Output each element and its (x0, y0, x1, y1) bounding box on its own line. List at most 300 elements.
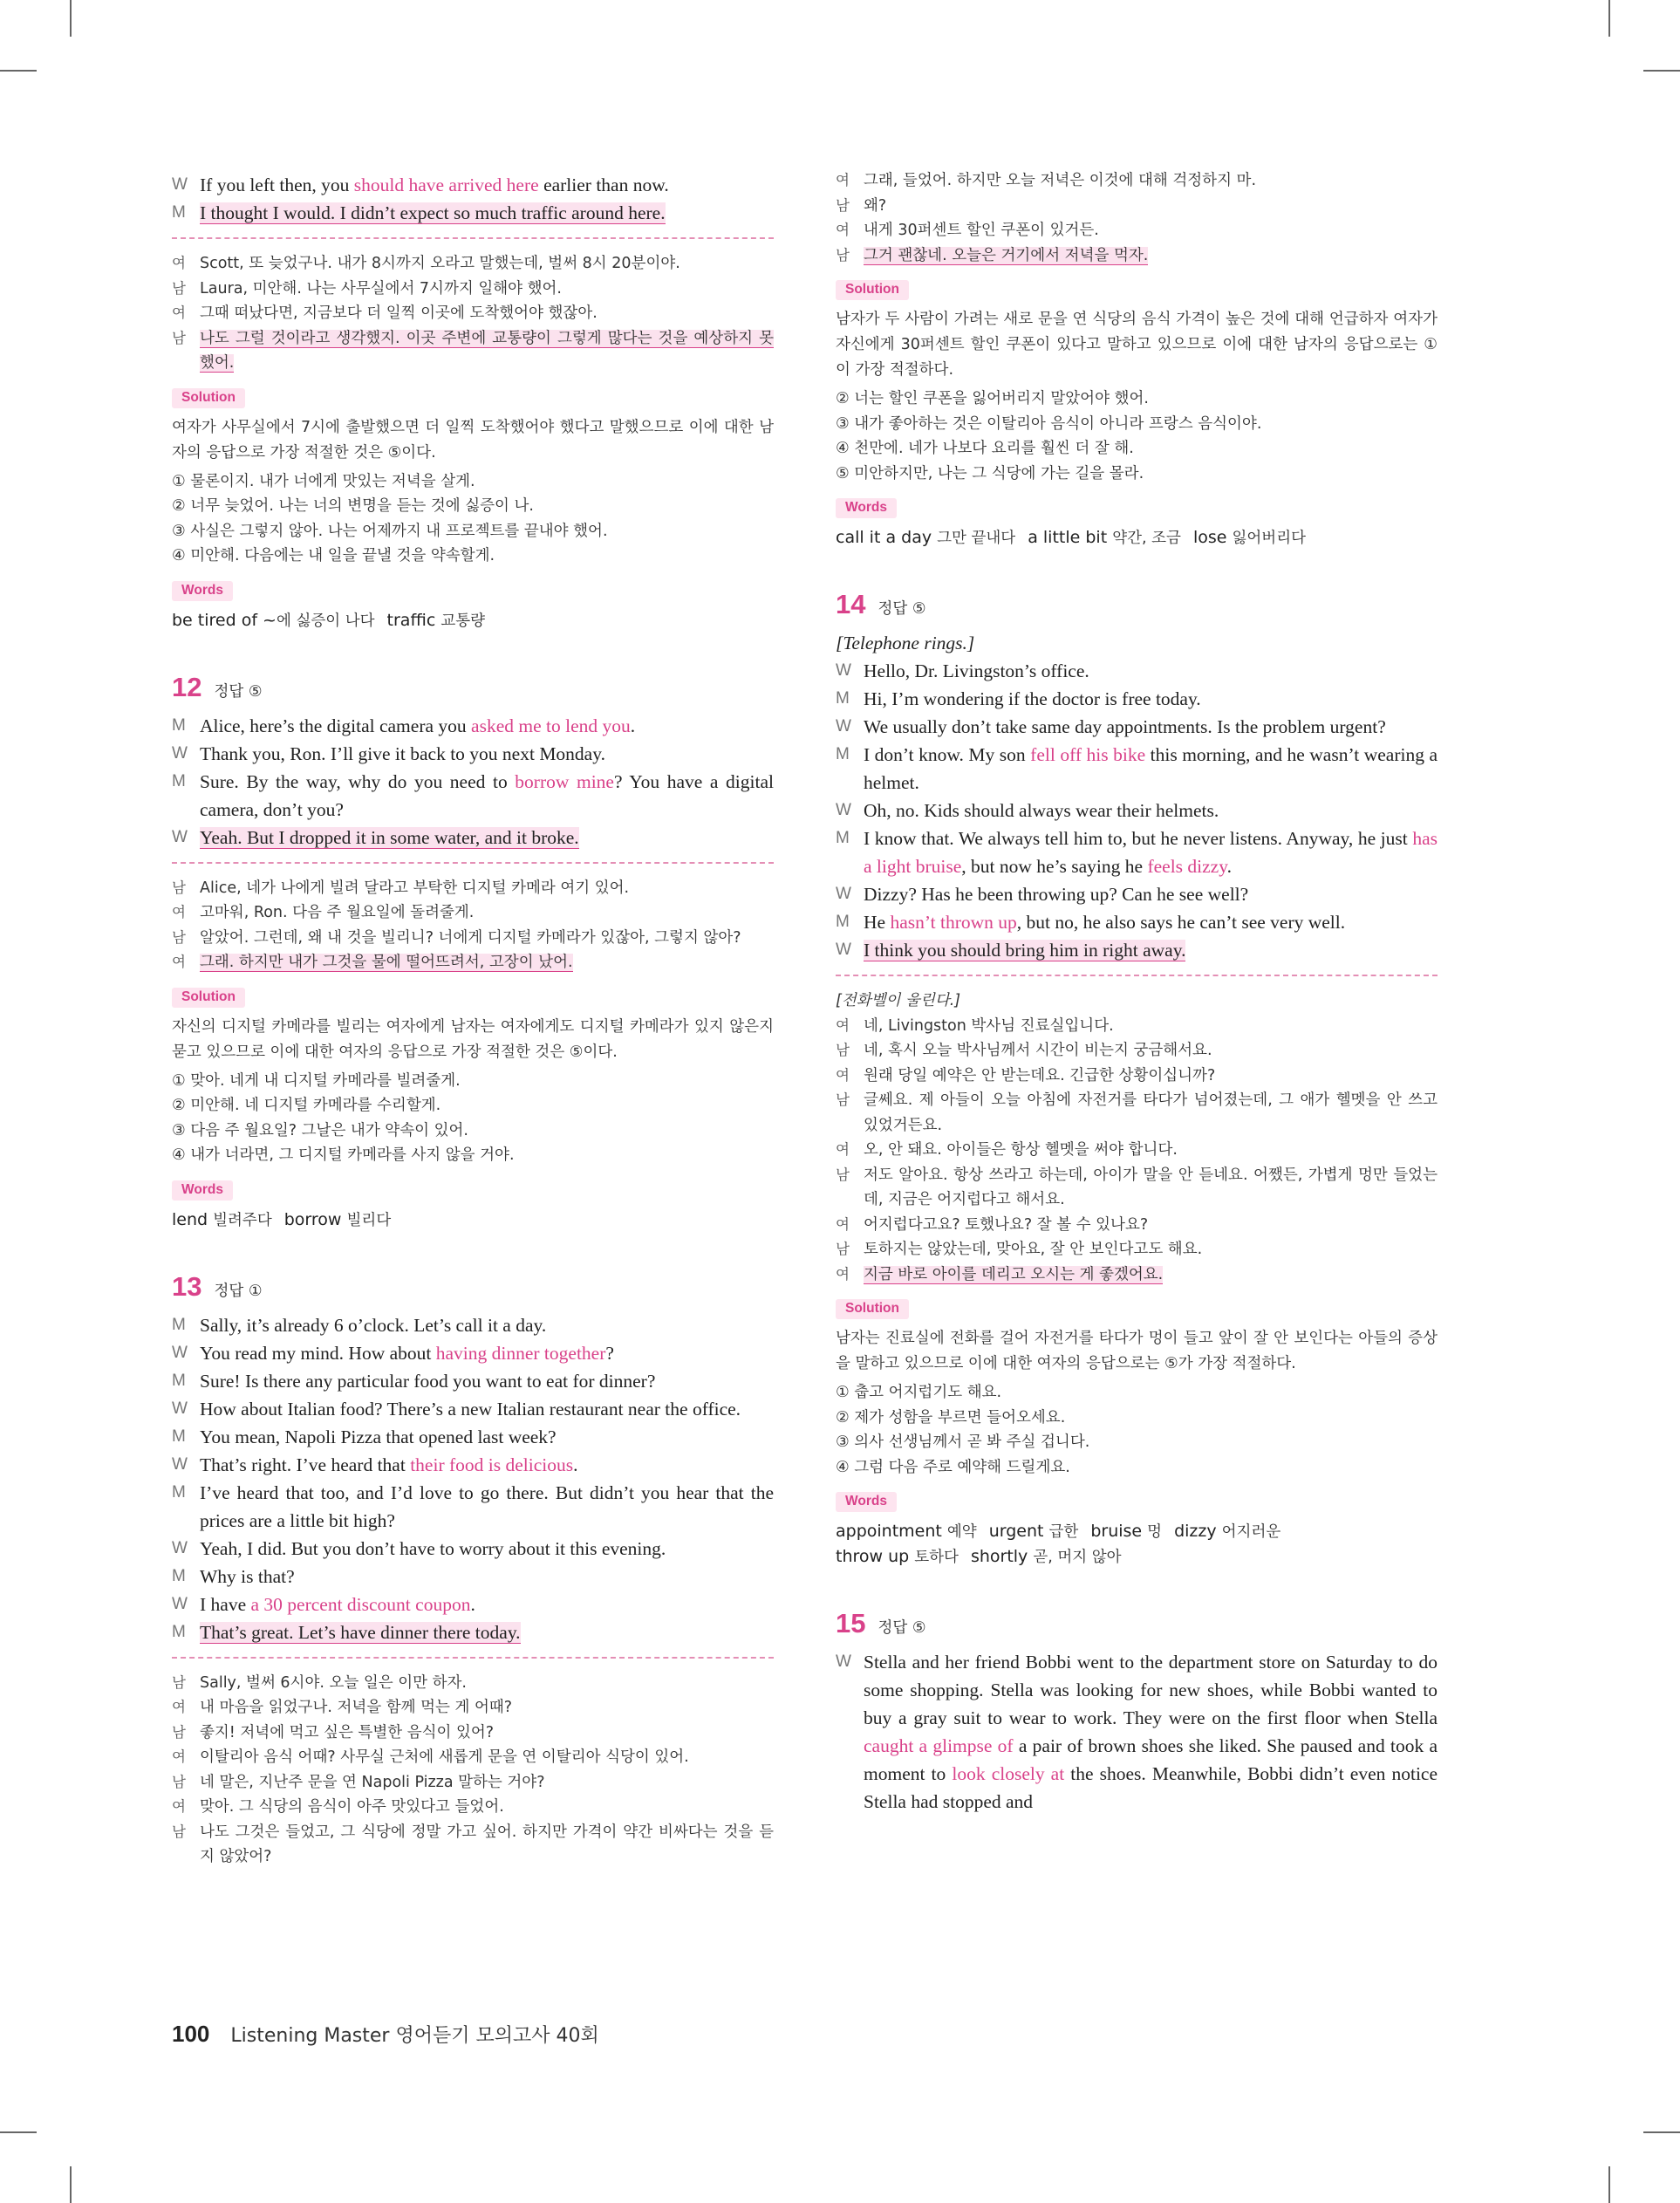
line-text: a pair of brown shoes she liked. She paused and took a moment to (864, 1735, 1438, 1784)
speaker-label: 여 (836, 1016, 850, 1034)
speaker-label: 여 (836, 1066, 850, 1084)
solution-text: 여자가 사무실에서 7시에 출발했으면 더 일찍 도착했어야 했다고 말했으므로 이에 대한 남자의 응답으로 가장 적절한 것은 ⑤이다. (172, 418, 774, 462)
dialogue-line (836, 1648, 1438, 1816)
line-text: . (1226, 856, 1232, 877)
speaker-label: W (172, 1343, 188, 1362)
speaker-label: 남 (836, 1166, 850, 1183)
speaker-label: 여 (836, 1215, 850, 1233)
line-text: You read my mind. How about (200, 1342, 436, 1364)
speaker-label: 남 (172, 1723, 186, 1741)
dialogue-line (172, 1395, 774, 1423)
vocab-meaning: 예약 (946, 1523, 977, 1541)
vocab-meaning: 곧, 머지 않아 (1033, 1549, 1122, 1566)
key-phrase: hasn’t thrown up (890, 912, 1017, 933)
answer-highlight: Yeah. But I dropped it in some water, and it broke. (200, 826, 579, 848)
line-text: 저도 알아요. 항상 쓰라고 하는데, 아이가 말을 안 듣네요. 어쨌든, 가볍게 멍만 들었는데, 지금은 어지럽다고 해서요. (864, 1166, 1438, 1208)
answer-highlight: I thought I would. I didn’t expect so much traffic around here. (200, 202, 666, 223)
speaker-label: W (836, 941, 851, 959)
dialogue-line (836, 218, 1438, 243)
option-item: ④ 천만에. 네가 나보다 요리를 훨씬 더 잘 해. (836, 440, 1134, 457)
line-text: 알았어. 그런데, 왜 내 것을 빌리니? 너에게 디지털 카메라가 있잖아, 그렇지 않아? (200, 928, 741, 947)
dialogue-line (172, 740, 774, 768)
speaker-label: M (836, 829, 850, 847)
dialogue-english (836, 1648, 1438, 1816)
line-text: 내게 30퍼센트 할인 쿠폰이 있거든. (864, 222, 1099, 239)
vocab-meaning: 그만 끝내다 (937, 530, 1016, 547)
dialogue-line (172, 824, 774, 852)
line-text: 나도 그것은 들었고, 그 식당에 정말 가고 싶어. 하지만 가격이 약간 비싸다는 것을 듣지 않았어? (200, 1823, 774, 1865)
dialogue-line (172, 251, 774, 277)
speaker-label: 여 (172, 1699, 186, 1715)
option-item: ③ 내가 좋아하는 것은 이탈리아 음식이 아니라 프랑스 음식이야. (836, 414, 1262, 433)
dialogue-line (172, 1820, 774, 1870)
words-label: Words (836, 498, 897, 518)
dialogue-line (172, 768, 774, 824)
line-text: Alice, here’s the digital camera you (200, 715, 472, 736)
dialogue-korean (836, 168, 1438, 268)
option-item: ② 너는 할인 쿠폰을 잃어버리지 말았어야 했어. (836, 390, 1149, 407)
line-text: 글쎄요. 제 아들이 오늘 아침에 자전거를 타다가 넘어졌는데, 그 애가 헬멧을 안 쓰고 있었거든요. (864, 1091, 1438, 1134)
dialogue-line (172, 950, 774, 975)
speaker-label: M (172, 1426, 186, 1446)
dialogue-line (836, 1163, 1438, 1213)
speaker-label: W (172, 1594, 188, 1613)
option-item: ⑤ 미안하지만, 나는 그 식당에 가는 길을 몰라. (836, 464, 1144, 482)
crop-mark (1643, 2131, 1680, 2133)
answer-highlight: 그래. 하지만 내가 그것을 물에 떨어뜨려서, 고장이 났어. (200, 954, 573, 971)
speaker-label: M (172, 1566, 186, 1585)
option-item: ② 미안해. 네 디지털 카메라를 수리할게. (172, 1097, 441, 1114)
answer-label: 정답 ⑤ (878, 600, 926, 618)
dialogue-line (172, 926, 774, 951)
vocab-term: urgent (988, 1522, 1049, 1541)
vocab-meaning: 교통량 (440, 612, 486, 630)
speaker-label: M (836, 913, 850, 931)
dialogue-english (172, 712, 774, 852)
dialogue-line (172, 712, 774, 740)
line-text: Hi, I’m wondering if the doctor is free today. (864, 688, 1201, 709)
vocab-item (387, 611, 485, 630)
dialogue-line (172, 199, 774, 227)
vocab-item (1193, 528, 1306, 547)
speaker-label: M (172, 1371, 186, 1390)
line-text: Thank you, Ron. I’ll give it back to you next Monday. (200, 742, 605, 764)
crop-mark (0, 2131, 37, 2133)
option-item: ③ 의사 선생님께서 곧 봐 주실 겁니다. (836, 1433, 1090, 1451)
dialogue-line (836, 908, 1438, 936)
solution-label: Solution (836, 1299, 909, 1319)
vocab-list (172, 1208, 774, 1233)
speaker-label: 여 (836, 172, 850, 188)
speaker-label: M (836, 745, 850, 763)
vocab-meaning: 멍 (1147, 1523, 1163, 1541)
key-phrase: borrow mine (515, 770, 614, 792)
solution-label: Solution (172, 988, 245, 1008)
dialogue-line (836, 797, 1438, 824)
speaker-label: M (836, 689, 850, 708)
line-text: . (573, 1454, 578, 1475)
solution-text: 자신의 디지털 카메라를 빌리는 여자에게 남자는 여자에게도 디지털 카메라가 있지 않은지 묻고 있으므로 이에 대한 여자의 응답으로 가장 적절한 것은 ⑤이다. (172, 1017, 774, 1061)
speaker-label: 남 (836, 1042, 850, 1058)
key-phrase: should have arrived here (353, 174, 539, 195)
dialogue-line (836, 1088, 1438, 1138)
line-text: Scott, 또 늦었구나. 내가 8시까지 오라고 말했는데, 벌써 8시 20분이야. (200, 255, 680, 272)
dialogue-korean (172, 1671, 774, 1870)
line-text: 원래 당일 예약은 안 받는데요. 긴급한 상황이십니까? (864, 1066, 1216, 1084)
left-column (172, 171, 774, 1870)
answer-highlight: That’s great. Let’s have dinner there today. (200, 1621, 521, 1643)
question-number: 13 (172, 1270, 202, 1302)
line-text: You mean, Napoli Pizza that opened last week? (200, 1426, 557, 1447)
dialogue-line (836, 657, 1438, 685)
vocab-term: call it a day (836, 528, 938, 547)
option-list (836, 1380, 1438, 1480)
dialogue-line (172, 1745, 774, 1770)
dialogue-line (172, 1618, 774, 1646)
speaker-label: 남 (172, 1773, 186, 1790)
dialogue-line (836, 824, 1438, 880)
line-text: 좋지! 저녁에 먹고 싶은 특별한 음식이 있어? (200, 1723, 495, 1741)
crop-mark (1608, 0, 1610, 37)
speaker-label: 남 (172, 1673, 186, 1691)
divider (172, 862, 774, 864)
dialogue-line (172, 1591, 774, 1618)
dialogue-korean (172, 251, 774, 376)
line-text: He (864, 912, 891, 933)
line-text: ? (605, 1342, 614, 1364)
speaker-label: 남 (172, 1823, 186, 1840)
line-text: We usually don’t take same day appointments. Is the problem urgent? (864, 716, 1386, 737)
speaker-label: 남 (172, 928, 186, 946)
answer-highlight: I think you should bring him in right away. (864, 940, 1186, 961)
vocab-term: shortly (970, 1547, 1034, 1566)
key-phrase: look closely at (952, 1763, 1065, 1784)
option-item: ② 너무 늦었어. 나는 너의 변명을 듣는 것에 싫증이 나. (172, 497, 534, 515)
dialogue-line (836, 685, 1438, 713)
dialogue-line (172, 1339, 774, 1367)
question-number: 14 (836, 589, 866, 619)
vocab-meaning: 빌려주다 (213, 1211, 272, 1229)
vocab-item (971, 1547, 1122, 1566)
vocab-meaning: 토하다 (914, 1549, 959, 1566)
line-text: ? You have a digital camera, don’t you? (200, 770, 774, 820)
speaker-label: M (172, 1622, 186, 1641)
vocab-item (836, 528, 1015, 547)
speaker-label: 남 (836, 1241, 850, 1257)
dialogue-line (836, 1064, 1438, 1089)
line-text: 내 마음을 읽었구나. 저녁을 함께 먹는 게 어때? (200, 1699, 513, 1716)
speaker-label: 여 (172, 954, 186, 970)
answer-label: 정답 ⑤ (214, 682, 263, 701)
speaker-label: W (172, 1454, 188, 1474)
dialogue-line (172, 301, 774, 326)
dialogue-line (172, 876, 774, 901)
dialogue-line (836, 1014, 1438, 1039)
line-text: Alice, 네가 나에게 빌려 달라고 부탁한 디지털 카메라 여기 있어. (200, 879, 630, 897)
dialogue-line (172, 1479, 774, 1535)
line-text: Sure! Is there any particular food you want to eat for dinner? (200, 1370, 656, 1392)
words-label: Words (172, 1180, 233, 1201)
speaker-label: W (836, 717, 851, 735)
dialogue-line (836, 1213, 1438, 1238)
speaker-label: M (172, 1315, 186, 1334)
dialogue-line (172, 1795, 774, 1820)
option-item: ③ 사실은 그렇지 않아. 나는 어제까지 내 프로젝트를 끝내야 했어. (172, 522, 608, 540)
line-text: 이탈리아 음식 어때? 사무실 근처에 새롭게 문을 연 이탈리아 식당이 있어. (200, 1748, 689, 1766)
question-number: 15 (836, 1608, 866, 1639)
vocab-term: lose (1192, 528, 1233, 547)
option-item: ④ 그럼 다음 주로 예약해 드릴게요. (836, 1458, 1070, 1476)
divider (172, 237, 774, 239)
vocab-meaning: 빌리다 (346, 1211, 392, 1229)
vocab-meaning: 어지러운 (1221, 1523, 1281, 1541)
vocab-term: throw up (836, 1547, 915, 1566)
line-text: Sally, it’s already 6 o’clock. Let’s call it a day. (200, 1314, 547, 1336)
dialogue-line (836, 1038, 1438, 1064)
divider (172, 1657, 774, 1659)
line-text: 네, 혹시 오늘 박사님께서 시간이 비는지 궁금해서요. (864, 1042, 1212, 1059)
line-text: How about Italian food? There’s a new Italian restaurant near the office. (200, 1398, 741, 1420)
page-footer (172, 2021, 599, 2048)
words-label: Words (172, 581, 233, 601)
line-text: , but now he’s saying he (961, 856, 1148, 877)
speaker-label: 남 (172, 329, 186, 346)
vocab-term: bruise (1090, 1522, 1148, 1541)
vocab-term: dizzy (1174, 1522, 1222, 1541)
dialogue-line (172, 1423, 774, 1451)
vocab-meaning: 에 싫증이 나다 (276, 612, 375, 630)
speaker-label: W (836, 661, 851, 680)
dialogue-line (836, 243, 1438, 269)
dialogue-line (172, 900, 774, 926)
line-text: 고마워, Ron. 다음 주 월요일에 돌려줄게. (200, 904, 475, 921)
line-text: Yeah, I did. But you don’t have to worry about it this evening. (200, 1537, 666, 1559)
line-text: 네, Livingston 박사님 진료실입니다. (864, 1016, 1114, 1035)
line-text: this morning, and he wasn’t wearing a helmet. (864, 744, 1438, 793)
key-phrase: asked me to lend you (471, 715, 631, 736)
words-label: Words (836, 1492, 897, 1512)
line-text: 어지럽다고요? 토했나요? 잘 볼 수 있나요? (864, 1215, 1149, 1234)
speaker-label: W (172, 827, 188, 846)
speaker-label: M (172, 715, 186, 735)
vocab-item (836, 1547, 959, 1566)
speaker-label: 남 (836, 1091, 850, 1108)
speaker-label: M (172, 771, 186, 790)
speaker-label: 남 (172, 879, 186, 896)
dialogue-line (836, 1262, 1438, 1288)
key-phrase: caught a glimpse of (864, 1735, 1014, 1756)
vocab-item (1174, 1522, 1280, 1541)
dialogue-line (172, 1671, 774, 1696)
vocab-item (989, 1522, 1079, 1541)
vocab-meaning: 급한 (1048, 1523, 1079, 1541)
option-list (836, 387, 1438, 486)
speaker-label: 여 (836, 1265, 850, 1283)
dialogue-english (836, 657, 1438, 964)
dialogue-line (836, 936, 1438, 964)
dialogue-line (836, 1237, 1438, 1262)
dialogue-line (172, 1721, 774, 1746)
line-text: 그래, 들었어. 하지만 오늘 저녁은 이것에 대해 걱정하지 마. (864, 172, 1257, 189)
dialogue-line (836, 168, 1438, 194)
speaker-label: 여 (836, 222, 850, 238)
page-number: 100 (172, 2021, 210, 2047)
line-text: . (630, 715, 636, 736)
right-column (836, 168, 1438, 1816)
line-text: If you left then, you (200, 174, 354, 195)
speaker-label: 남 (172, 279, 186, 297)
dialogue-english (172, 171, 774, 227)
line-text: I have (200, 1593, 251, 1615)
vocab-item (1090, 1522, 1162, 1541)
line-text: 오, 안 돼요. 아이들은 항상 헬멧을 써야 합니다. (864, 1141, 1178, 1159)
dialogue-line (172, 1695, 774, 1721)
vocab-item (836, 1522, 977, 1541)
question-number: 12 (172, 671, 202, 702)
speaker-label: 여 (172, 304, 186, 321)
line-text: Oh, no. Kids should always wear their helmets. (864, 800, 1219, 821)
answer-highlight: 나도 그럴 것이라고 생각했지. 이곳 주변에 교통량이 그렇게 많다는 것을 예상하지 못했어. (200, 329, 774, 372)
dialogue-line (172, 1367, 774, 1395)
crop-mark (70, 0, 72, 37)
key-phrase: has a light bruise (864, 828, 1438, 877)
dialogue-line (172, 171, 774, 199)
line-text: 네 말은, 지난주 문을 연 Napoli Pizza 말하는 거야? (200, 1773, 545, 1791)
dialogue-line (836, 880, 1438, 908)
question-header (836, 1608, 1438, 1639)
line-text: 그때 떠났다면, 지금보다 더 일찍 이곳에 도착했어야 했잖아. (200, 304, 598, 322)
speaker-label: 여 (836, 1141, 850, 1158)
option-item: ② 제가 성함을 부르면 들어오세요. (836, 1408, 1066, 1426)
crop-mark (1643, 70, 1680, 72)
key-phrase: their food is delicious (410, 1454, 574, 1475)
answer-label: 정답 ⑤ (878, 1619, 926, 1637)
speaker-label: 남 (836, 246, 850, 263)
vocab-meaning: 약간, 조금 (1112, 530, 1181, 547)
vocab-term: lend (172, 1209, 214, 1229)
stage-direction: [Telephone rings.] (836, 633, 975, 653)
answer-highlight: 그거 괜찮네. 오늘은 거기에서 저녁을 먹자. (864, 246, 1149, 264)
speaker-label: 여 (172, 1748, 186, 1765)
solution-text: 남자는 진료실에 전화를 걸어 자전거를 타다가 멍이 들고 앞이 잘 안 보인다는 아들의 증상을 말하고 있으므로 이에 대한 여자의 응답으로는 ⑤가 가장 적절하다. (836, 1330, 1438, 1372)
option-list (172, 469, 774, 569)
dialogue-line (172, 1451, 774, 1479)
option-item: ① 맞아. 네게 내 디지털 카메라를 빌려줄게. (172, 1071, 461, 1090)
line-text: . (470, 1593, 475, 1615)
speaker-label: W (172, 743, 188, 763)
speaker-label: 여 (172, 255, 186, 271)
vocab-list (836, 525, 1438, 551)
vocab-term: be tired of ~ (172, 610, 277, 630)
line-text: Dizzy? Has he been throwing up? Can he see well? (864, 884, 1249, 905)
option-item: ① 춥고 어지럽기도 해요. (836, 1384, 1002, 1401)
line-text: , but no, he also says he can’t see very well. (1016, 912, 1346, 933)
dialogue-line (836, 741, 1438, 797)
stage-direction-korean: [전화벨이 울린다.] (836, 992, 961, 1009)
vocab-item (172, 611, 375, 630)
key-phrase: fell off his bike (1030, 744, 1146, 765)
speaker-label: W (172, 1399, 188, 1418)
line-text: Stella and her friend Bobbi went to the department store on Saturday to do some shopping. Stella was looking for new shoes, while Bobbi wanted to buy a gray suit to wear to work. They were on the first floor when Stella (864, 1652, 1438, 1728)
dialogue-line (172, 1311, 774, 1339)
vocab-term: appointment (836, 1522, 947, 1541)
option-item: ③ 다음 주 월요일? 그날은 내가 약속이 있어. (172, 1121, 468, 1139)
speaker-label: 여 (172, 904, 186, 920)
line-text: Why is that? (200, 1565, 295, 1587)
divider (836, 975, 1438, 976)
dialogue-line (172, 1770, 774, 1796)
line-text: Sally, 벌써 6시야. 오늘 일은 이만 하자. (200, 1673, 467, 1692)
line-text: Laura, 미안해. 나는 사무실에서 7시까지 일해야 했어. (200, 279, 562, 298)
speaker-label: 남 (836, 196, 850, 214)
vocab-item (284, 1210, 391, 1229)
line-text: I know that. We always tell him to, but he never listens. Anyway, he just (864, 828, 1413, 849)
question-header (172, 1271, 774, 1303)
vocab-term: traffic (386, 610, 441, 630)
dialogue-line (836, 1138, 1438, 1163)
answer-highlight: 지금 바로 아이를 데리고 오시는 게 좋겠어요. (864, 1265, 1164, 1283)
line-text: 왜? (864, 196, 887, 215)
line-text: Hello, Dr. Livingston’s office. (864, 660, 1089, 681)
option-item: ④ 미안해. 다음에는 내 일을 끝낼 것을 약속할게. (172, 547, 495, 564)
speaker-label: W (836, 801, 851, 819)
dialogue-line (172, 1535, 774, 1563)
solution-text: 남자가 두 사람이 가려는 새로 문을 연 식당의 음식 가격이 높은 것에 대해 언급하자 여자가 자신에게 30퍼센트 할인 쿠폰이 있다고 말하고 있으므로 이에 대한 남자의 응답으로는 ①이 가장 적절하다. (836, 311, 1438, 379)
solution-label: Solution (172, 388, 245, 408)
question-header (172, 672, 774, 703)
vocab-term: a little bit (1028, 528, 1113, 547)
crop-mark (0, 70, 37, 72)
vocab-list (836, 1519, 1438, 1570)
dialogue-line (172, 277, 774, 302)
dialogue-line (172, 326, 774, 376)
speaker-label: M (172, 203, 186, 222)
solution-label: Solution (836, 280, 909, 300)
option-list (172, 1069, 774, 1168)
vocab-term: borrow (283, 1209, 347, 1229)
line-text: 맞아. 그 식당의 음식이 아주 맛있다고 들었어. (200, 1798, 504, 1816)
line-text: earlier than now. (538, 174, 669, 195)
dialogue-line (172, 1563, 774, 1591)
vocab-list (172, 608, 774, 633)
line-text: 토하지는 않았는데, 맞아요, 잘 안 보인다고도 해요. (864, 1241, 1203, 1258)
book-title: Listening Master 영어듣기 모의고사 40회 (230, 2025, 599, 2047)
answer-label: 정답 ① (214, 1282, 263, 1300)
question-header (836, 589, 1438, 620)
vocab-item (172, 1210, 272, 1229)
speaker-label: W (836, 1652, 851, 1671)
dialogue-line (836, 194, 1438, 219)
line-text: I’ve heard that too, and I’d love to go there. But didn’t you hear that the prices are a little bit high? (200, 1481, 774, 1531)
speaker-label: W (172, 1538, 188, 1557)
speaker-label: W (836, 885, 851, 903)
dialogue-english (172, 1311, 774, 1646)
dialogue-korean (172, 876, 774, 975)
option-item: ① 물론이지. 내가 너에게 맛있는 저녁을 살게. (172, 472, 475, 490)
speaker-label: M (172, 1482, 186, 1502)
option-item: ④ 내가 너라면, 그 디지털 카메라를 사지 않을 거야. (172, 1146, 515, 1164)
dialogue-korean (836, 1014, 1438, 1288)
speaker-label: 여 (172, 1798, 186, 1815)
line-text: I don’t know. My son (864, 744, 1031, 765)
line-text: Sure. By the way, why do you need to (200, 770, 516, 792)
key-phrase: a 30 percent discount coupon (250, 1593, 471, 1615)
line-text: That’s right. I’ve heard that (200, 1454, 411, 1475)
line-text: the shoes. Meanwhile, Bobbi didn’t even notice Stella had stopped and (864, 1763, 1438, 1812)
vocab-item (1028, 528, 1181, 547)
crop-mark (70, 2166, 72, 2203)
vocab-meaning: 잃어버리다 (1232, 530, 1307, 547)
